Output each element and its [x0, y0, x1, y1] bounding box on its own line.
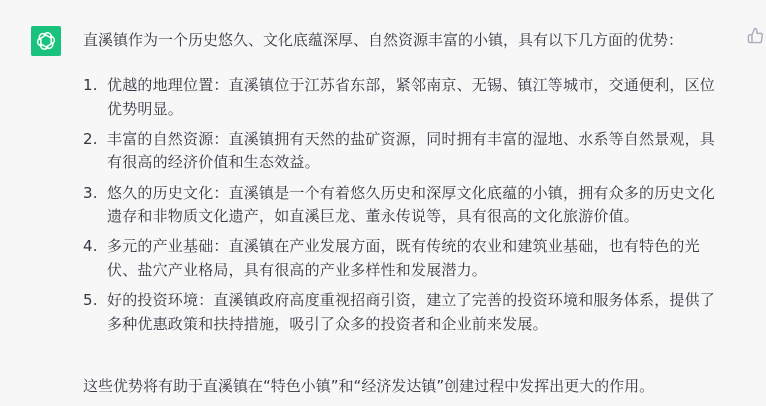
list-item-number: 3.: [83, 183, 98, 202]
list-item: [83, 74, 725, 121]
list-item: [83, 235, 725, 282]
thumbs-up-icon: [747, 27, 764, 44]
assistant-avatar: [31, 26, 61, 56]
list-item-text: 悠久的历史文化：直溪镇是一个有着悠久历史和深厚文化底蕴的小镇，拥有众多的历史文化遗存和非物质文化遗产，如直溪巨龙、董永传说等，具有很高的文化旅游价值。: [107, 183, 716, 226]
message-intro: 直溪镇作为一个历史悠久、文化底蕴深厚、自然资源丰富的小镇，具有以下几方面的优势：: [83, 31, 684, 49]
list-item-number: 5.: [83, 291, 98, 310]
list-item: [83, 289, 725, 336]
thumbs-up-button[interactable]: [747, 27, 766, 47]
list-item-number: 1.: [83, 76, 98, 94]
advantages-list: [83, 74, 725, 343]
list-item: [83, 182, 725, 229]
list-item-text: 丰富的自然资源：直溪镇拥有天然的盐矿资源，同时拥有丰富的湿地、水系等自然景观，具有很高的经济价值和生态效益。: [107, 129, 716, 172]
openai-logo-icon: [35, 30, 57, 52]
list-item-number: 2.: [83, 129, 98, 148]
list-item-text: 好的投资环境：直溪镇政府高度重视招商引资，建立了完善的投资环境和服务体系，提供了多种优惠政策和扶持措施，吸引了众多的投资者和企业前来发展。: [107, 291, 716, 333]
list-item-number: 4.: [83, 237, 98, 256]
list-item: [83, 128, 725, 175]
list-item-text: 优越的地理位置：直溪镇位于江苏省东部，紧邻南京、无锡、镇江等城市，交通便利，区位优势明显。: [107, 76, 716, 118]
list-item-text: 多元的产业基础：直溪镇在产业发展方面，既有传统的农业和建筑业基础，也有特色的光伏、盐穴产业格局，具有很高的产业多样性和发展潜力。: [107, 237, 700, 279]
message-conclusion: 这些优势将有助于直溪镇在“特色小镇”和“经济发达镇”创建过程中发挥出更大的作用。: [83, 377, 655, 395]
